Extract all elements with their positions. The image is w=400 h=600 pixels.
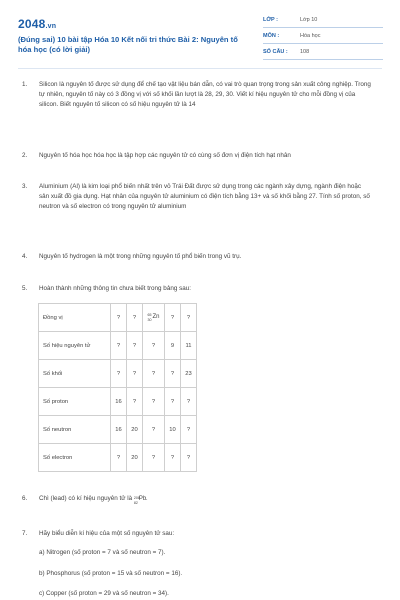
table-cell: 20 [127, 444, 143, 472]
question-text: Aluminium (Al) là kim loại phổ biến nhất trên vỏ Trái Đất được sử dụng trong các ngành xây dựng, ngành điện hoặc sản xuất đồ gia dụng. Hạt nhân của nguyên tử aluminium có điện tích bằng 13+ và số khối bằng 27. Tính số proton, số neutron và số electron có trong nguyên tử aluminium [39, 183, 370, 210]
table-cell: 16 [111, 388, 127, 416]
document-header [18, 14, 382, 64]
pb-isotope-notation [133, 494, 147, 506]
table-cell: ? [111, 444, 127, 472]
isotope-table [38, 303, 197, 472]
table-cell: ? [165, 388, 181, 416]
question-text-before: Chì (lead) có kí hiệu nguyên tử là [39, 495, 133, 502]
table-row-label: Số electron [39, 444, 111, 472]
sub-item-b [22, 569, 372, 579]
question-3 [22, 182, 372, 212]
table-cell: ? [165, 444, 181, 472]
meta-value: Lớp 10 [300, 17, 318, 23]
table-cell: ? [143, 360, 165, 388]
question-7 [22, 529, 372, 539]
table-cell: ? [181, 416, 197, 444]
table-cell: ? [143, 444, 165, 472]
question-text [39, 494, 372, 504]
question-number: 1. [22, 81, 28, 88]
question-text: Hoàn thành những thông tin chưa biết trong bảng sau: [39, 285, 191, 292]
table-cell: 10 [165, 416, 181, 444]
question-2 [22, 151, 372, 161]
table-row-label: Số khối [39, 360, 111, 388]
mass-number: 65 [147, 312, 152, 317]
table-row [39, 416, 197, 444]
meta-row-subject [263, 32, 383, 44]
table-cell: ? [127, 304, 143, 332]
table-cell: ? [143, 388, 165, 416]
table-cell: ? [181, 388, 197, 416]
table-cell: ? [127, 360, 143, 388]
table-cell: 16 [111, 416, 127, 444]
question-1 [22, 80, 372, 110]
document-title: (Đúng sai) 10 bài tập Hóa 10 Kết nối tri thức Bài 2: Nguyên tố hóa học (có lời giải) [18, 35, 238, 54]
question-text: Silicon là nguyên tố được sử dụng để chế tạo vật liệu bán dẫn, có vai trò quan trọng trong sản xuất công nghiệp. Trong tự nhiên, nguyên tố này có 3 đồng vị với số khối lần lượt là 28, 29, 30. Viết kí hiệu nguyên tử cho mỗi đồng vị của silicon. Biết nguyên tố silicon có số hiệu nguyên tử là 14 [39, 81, 371, 108]
table-row [39, 388, 197, 416]
table-row-label: Số neutron [39, 416, 111, 444]
meta-value: 108 [300, 49, 310, 55]
table-row-label: Số hiệu nguyên tử [39, 332, 111, 360]
question-text-after: . [145, 495, 148, 502]
mass-number: 208 [133, 496, 140, 501]
table-cell: 11 [181, 332, 197, 360]
sub-item-text: b) Phosphorus (số proton = 15 và số neutron = 16). [39, 570, 183, 577]
meta-row-count [263, 48, 383, 60]
table-cell: ? [127, 388, 143, 416]
meta-key: SỐ CÂU : [263, 49, 288, 55]
site-logo[interactable] [18, 17, 56, 31]
table-cell: ? [165, 304, 181, 332]
table-row [39, 304, 197, 332]
question-number: 6. [22, 495, 28, 502]
header-divider [18, 68, 382, 69]
meta-key: LỚP : [263, 17, 278, 23]
table-cell: ? [181, 304, 197, 332]
table-row-label: Đồng vị [39, 304, 111, 332]
sub-item-text: c) Copper (số proton = 29 và số neutron = 34). [39, 590, 169, 597]
table-cell-zn-isotope [143, 304, 165, 332]
table-row [39, 332, 197, 360]
meta-value: Hóa học [300, 33, 321, 39]
question-text: Nguyên tố hydrogen là một trong những nguyên tố phổ biến trong vũ trụ. [39, 253, 242, 260]
table-cell: ? [143, 332, 165, 360]
logo-text: 2048 [18, 17, 46, 31]
sub-item-a [22, 548, 372, 558]
table-row [39, 444, 197, 472]
table-cell: ? [127, 332, 143, 360]
question-5 [22, 284, 372, 294]
document-meta [263, 16, 383, 64]
question-number: 7. [22, 530, 28, 537]
table-cell: ? [143, 416, 165, 444]
table-row-label: Số proton [39, 388, 111, 416]
element-symbol: Pb [138, 496, 147, 503]
logo-suffix: .vn [45, 23, 57, 30]
question-number: 3. [22, 183, 28, 190]
table-cell: 9 [165, 332, 181, 360]
meta-row-class [263, 16, 383, 28]
table-cell: ? [111, 360, 127, 388]
table-row [39, 360, 197, 388]
sub-item-text: a) Nitrogen (số proton = 7 và số neutron = 7). [39, 549, 166, 556]
atomic-number: 30 [147, 317, 152, 322]
question-4 [22, 252, 372, 262]
table-cell: ? [181, 444, 197, 472]
table-cell: ? [111, 304, 127, 332]
question-text: Nguyên tố hóa học hóa học là tập hợp các nguyên tử có cùng số đơn vị điện tích hạt nhân [39, 152, 291, 159]
table-cell: ? [111, 332, 127, 360]
question-6 [22, 494, 372, 504]
table-cell: 20 [127, 416, 143, 444]
atomic-number: 82 [133, 501, 138, 506]
question-number: 4. [22, 253, 28, 260]
question-number: 2. [22, 152, 28, 159]
table-cell: ? [165, 360, 181, 388]
table-cell: 23 [181, 360, 197, 388]
element-symbol: Zn [152, 313, 160, 320]
sub-item-c [22, 589, 372, 599]
meta-key: MÔN : [263, 33, 280, 39]
zn-isotope-notation [148, 314, 160, 322]
question-text: Hãy biểu diễn kí hiệu của một số nguyên tử sau: [39, 530, 175, 537]
question-number: 5. [22, 285, 28, 292]
